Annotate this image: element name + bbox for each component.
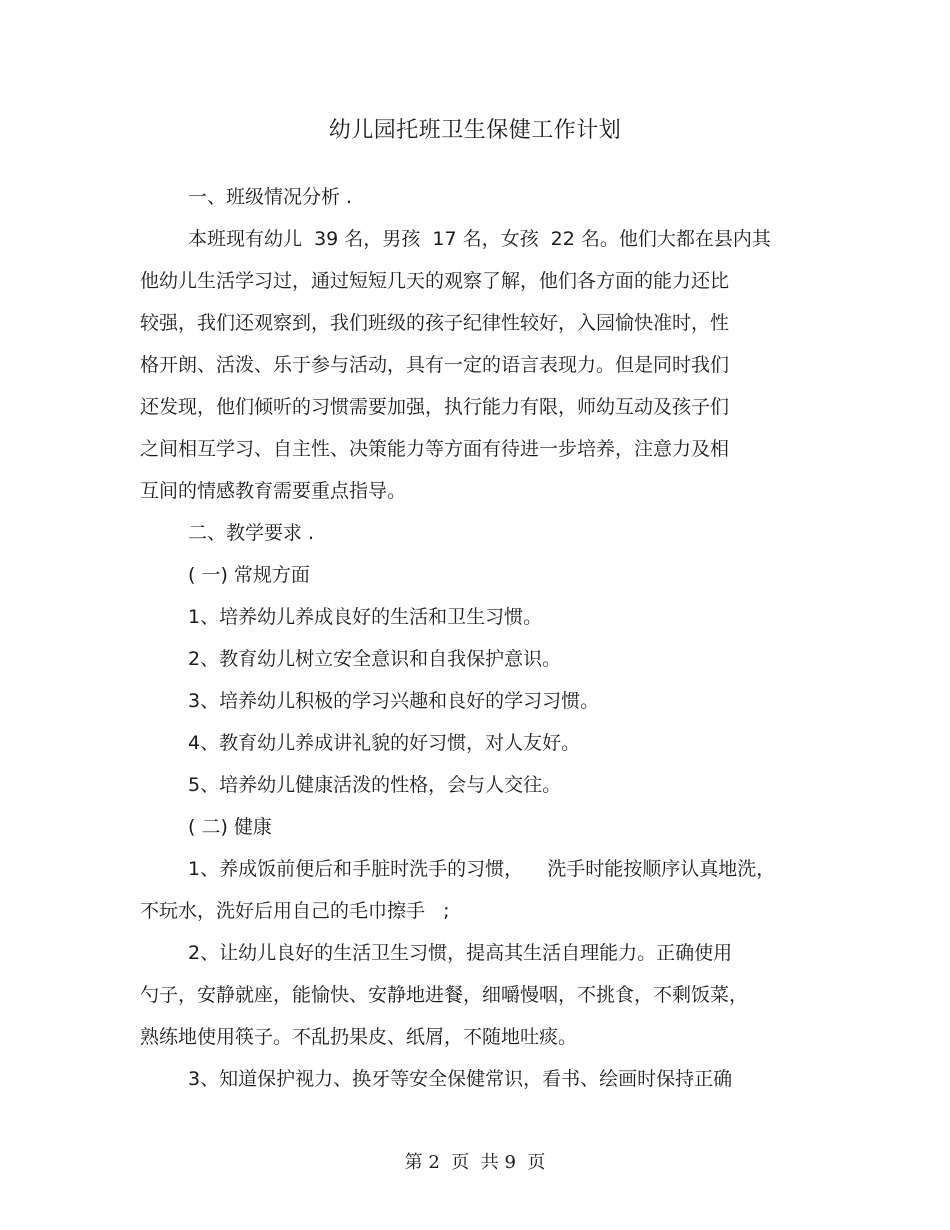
- list-item: 3、知道保护视力、换牙等安全保健常识，看书、绘画时保持正确: [188, 1068, 733, 1090]
- list-item: 5、培养幼儿健康活泼的性格，会与人交往。: [188, 774, 562, 796]
- section-heading: 一、班级情况分析 .: [188, 186, 353, 208]
- paragraph-line: 格开朗、活泼、乐于参与活动，具有一定的语言表现力。但是同时我们: [140, 354, 730, 376]
- list-item: 1、培养幼儿养成良好的生活和卫生习惯。: [188, 606, 543, 628]
- list-item: 3、培养幼儿积极的学习兴趣和良好的学习习惯。: [188, 690, 600, 712]
- paragraph-line: 较强，我们还观察到，我们班级的孩子纪律性较好，入园愉快准时，性: [140, 312, 730, 334]
- list-item-continuation: 勺子，安静就座，能愉快、安静地进餐，细嚼慢咽，不挑食，不剩饭菜，: [140, 984, 749, 1006]
- list-item: 2、让幼儿良好的生活卫生习惯，提高其生活自理能力。正确使用: [188, 942, 733, 964]
- paragraph-line: 还发现，他们倾听的习惯需要加强，执行能力有限，师幼互动及孩子们: [140, 396, 730, 418]
- paragraph-line: 之间相互学习、自主性、决策能力等方面有待进一步培养，注意力及相: [140, 438, 730, 460]
- subsection-heading: ( 一) 常规方面: [188, 564, 310, 586]
- subsection-heading: ( 二) 健康: [188, 816, 272, 838]
- list-item-continuation: 不玩水，洗好后用自己的毛巾擦手 ;: [140, 900, 450, 922]
- list-item: 1、养成饭前便后和手脏时洗手的习惯， 洗手时能按顺序认真地洗，: [188, 858, 776, 880]
- paragraph-line: 本班现有幼儿 39 名，男孩 17 名，女孩 22 名。他们大都在县内其: [188, 228, 771, 250]
- list-item-continuation: 熟练地使用筷子。不乱扔果皮、纸屑，不随地吐痰。: [140, 1026, 578, 1048]
- page-number-footer: 第 2 页 共 9 页: [404, 1152, 546, 1173]
- section-heading: 二、教学要求 .: [188, 522, 315, 544]
- list-item: 4、教育幼儿养成讲礼貌的好习惯，对人友好。: [188, 732, 581, 754]
- paragraph-line: 他幼儿生活学习过，通过短短几天的观察了解，他们各方面的能力还比: [140, 270, 730, 292]
- page-title: 幼儿园托班卫生保健工作计划: [328, 118, 622, 143]
- paragraph-line: 互间的情感教育需要重点指导。: [140, 480, 407, 502]
- list-item: 2、教育幼儿树立安全意识和自我保护意识。: [188, 648, 562, 670]
